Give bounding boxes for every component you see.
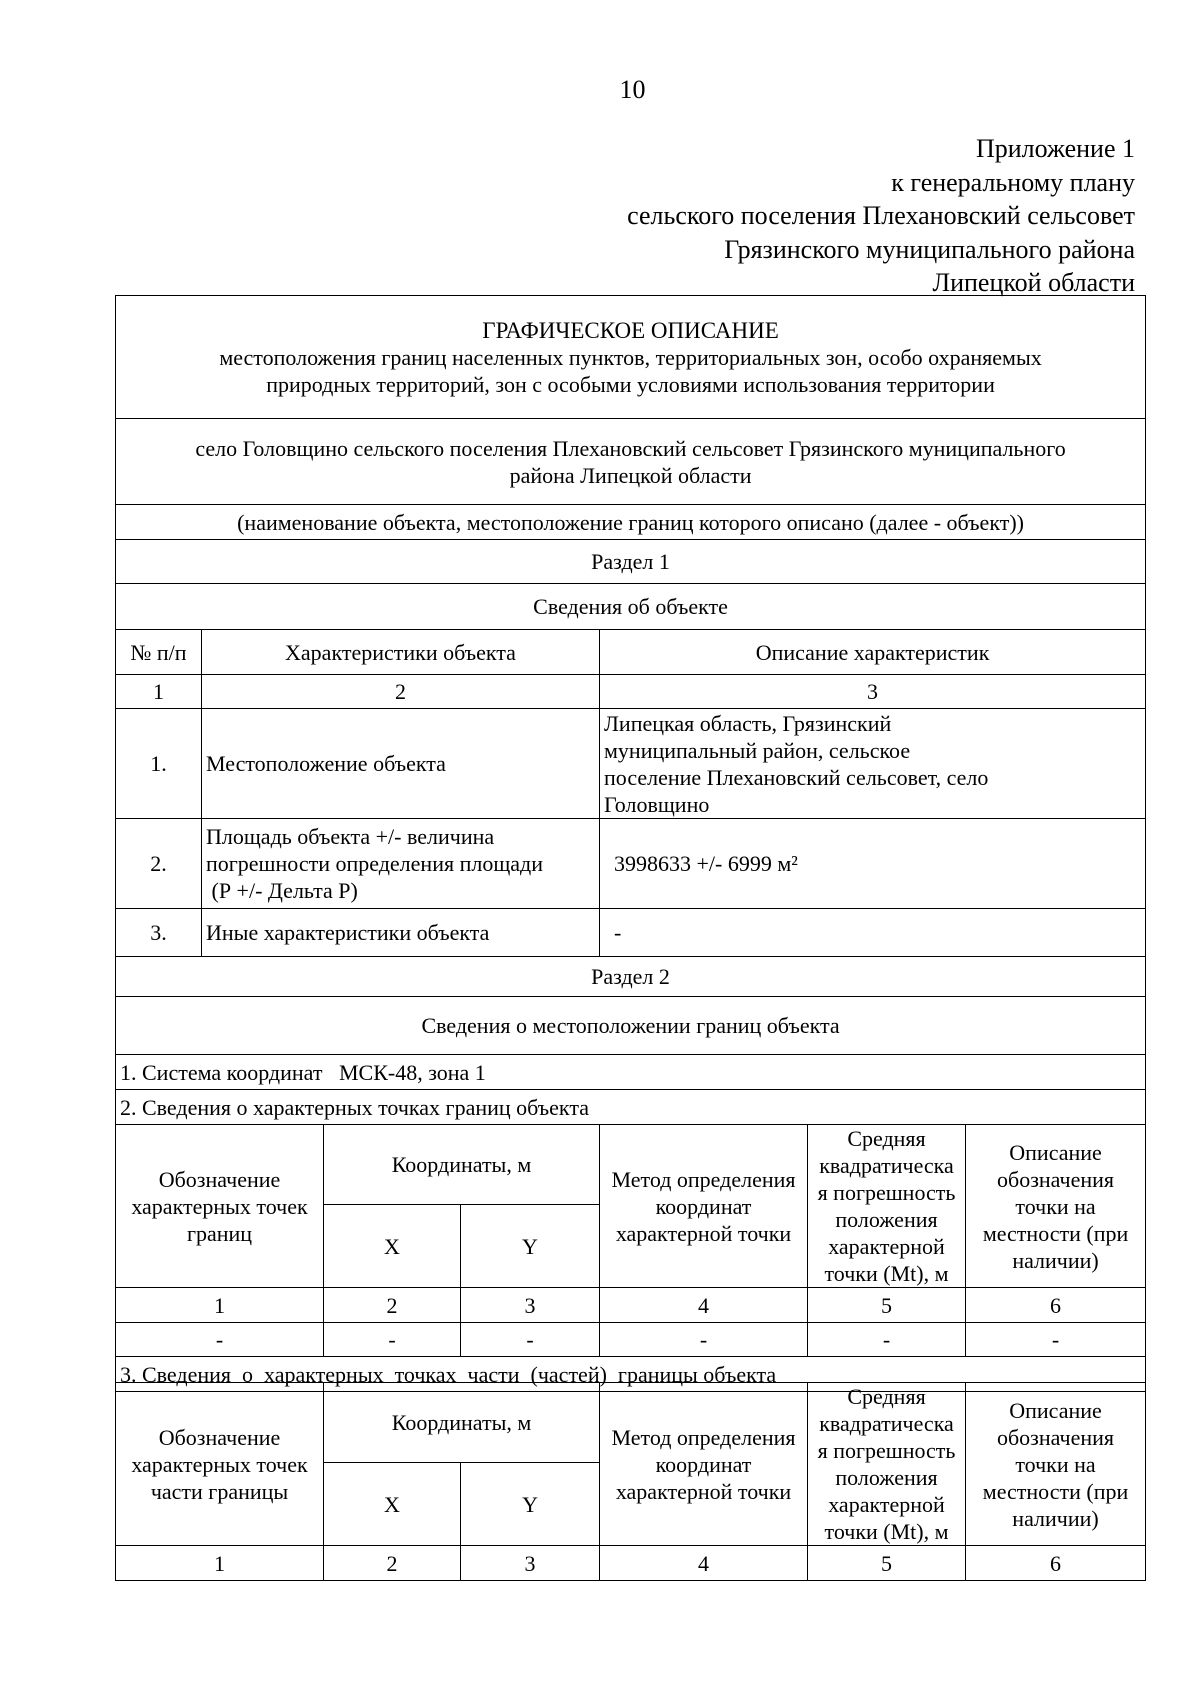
col-number: 4 [600,1546,808,1581]
section1-title-row [116,540,1146,584]
header-line: характерных точек [131,1193,308,1219]
row-number: 1. [116,709,202,819]
col-header-x: X [324,1463,461,1546]
points-title-row [116,1090,1146,1125]
col-number: 5 [808,1288,966,1323]
characteristic-line: Местоположение объекта [206,751,446,776]
characteristic-value [600,909,1146,957]
object-caption-row [116,505,1146,540]
points-title: 2. Сведения о характерных точках границ объекта [116,1090,1146,1125]
col-number: 4 [600,1288,808,1323]
header-line: характерной [828,1492,945,1517]
value-line: 3998633 +/- 6999 м² [614,851,798,876]
header-line: точки на [1015,1193,1096,1219]
col-number: 6 [966,1546,1146,1581]
header-line: Обозначение [158,1424,281,1450]
col-number: 3 [600,675,1146,709]
characteristic-line: Иные характеристики объекта [206,920,490,945]
header-line: Описание [1009,1139,1102,1165]
col-header-description [966,1125,1146,1288]
col-number: 2 [324,1288,461,1323]
col-header-coords: Координаты, м [324,1383,600,1463]
section2-title-row [116,957,1146,997]
object-name [116,419,1146,505]
object-caption: (наименование объекта, местоположение границ которого описано (далее - объект)) [116,505,1146,540]
document-subtitle: природных территорий, зон с особыми условиями использования территории [266,371,995,397]
value-line: Головщино [604,791,710,817]
header-line: части границы [150,1478,289,1504]
col-header-y: Y [461,1463,600,1546]
header-line: я погрешность [817,1180,956,1205]
part-points-table [115,1382,1146,1581]
header-line: обозначения [997,1166,1115,1192]
points-header-row [116,1125,1146,1205]
header-line: координат [655,1193,752,1219]
characteristic-line: погрешности определения площади [206,851,544,876]
characteristic-line: (Р +/- Дельта Р) [206,878,358,903]
page-number: 10 [619,75,646,104]
part-numbers-row [116,1546,1146,1581]
table-row [116,709,1146,819]
empty-cell: - [461,1323,600,1357]
header-line: Описание [1009,1397,1102,1423]
document-subtitle: местоположения границ населенных пунктов, территориальных зон, особо охраняемых [219,344,1042,370]
appendix-line: к генеральному плану [891,167,1135,197]
header-line: я погрешность [817,1438,956,1463]
row-number: 3. [116,909,202,957]
col-header-error [808,1383,966,1546]
section1-numbers-row [116,675,1146,709]
header-line: характерной точки [615,1220,792,1246]
header-line: точки (Mt), м [824,1519,949,1544]
col-header-y: Y [461,1205,600,1288]
section1-subtitle-row [116,584,1146,630]
col-header-description [966,1383,1146,1546]
characteristic-value [600,709,1146,819]
empty-cell: - [600,1323,808,1357]
header-line: характерных точек [131,1451,308,1477]
header-line: положения [835,1207,938,1232]
col-header-part-points [116,1383,324,1546]
section1-header-row [116,630,1146,675]
value-line: - [614,920,622,945]
empty-cell: - [808,1323,966,1357]
object-name-row [116,419,1146,505]
value-line: Липецкая область, Грязинский [604,710,892,736]
header-line: квадратическа [819,1153,954,1178]
header-line: Средняя [847,1384,926,1409]
points-numbers-row [116,1288,1146,1323]
appendix-line: Приложение 1 [975,134,1135,163]
header-line: точки (Mt), м [824,1261,949,1286]
section2-subtitle: Сведения о местоположении границ объекта [116,997,1146,1055]
value-line: муниципальный район, сельское [604,737,911,763]
header-line: наличии) [1012,1247,1099,1273]
col-header-x: X [324,1205,461,1288]
coord-system-row [116,1055,1146,1090]
col-header-number: № п/п [116,630,202,675]
header-line: местности (при [982,1220,1129,1246]
characteristic-value [600,819,1146,909]
header-line: Метод определения [611,1166,796,1192]
header-line: координат [655,1451,752,1477]
characteristic-name [202,909,600,957]
row-number: 2. [116,819,202,909]
part-header-row [116,1383,1146,1463]
section1-title: Раздел 1 [116,540,1146,584]
object-name-line: района Липецкой области [509,462,752,488]
object-name-line: село Головщино сельского поселения Плехановский сельсовет Грязинского муниципального [195,435,1066,461]
appendix-block [435,132,1135,300]
col-header-error [808,1125,966,1288]
section2-subtitle-row [116,997,1146,1055]
empty-cell: - [966,1323,1146,1357]
header-line: положения [835,1465,938,1490]
table-row [116,909,1146,957]
col-header-coords: Координаты, м [324,1125,600,1205]
col-number: 2 [324,1546,461,1581]
col-number: 1 [116,1546,324,1581]
header-line: квадратическа [819,1411,954,1436]
appendix-line: Грязинского муниципального района [724,234,1135,264]
header-line: Метод определения [611,1424,796,1450]
header-line: точки на [1015,1451,1096,1477]
col-number: 1 [116,1288,324,1323]
header-line: характерной точки [615,1478,792,1504]
value-line: поселение Плехановский сельсовет, село [604,764,989,790]
col-number: 1 [116,675,202,709]
col-number: 3 [461,1288,600,1323]
header-line: Обозначение [158,1166,281,1192]
characteristic-name [202,819,600,909]
points-empty-row [116,1323,1146,1357]
characteristic-line: Площадь объекта +/- величина [206,824,495,849]
header-line: наличии) [1012,1505,1099,1531]
part-title: 3. Сведения о характерных точках части (частей) границы объекта [116,1357,1146,1392]
empty-cell: - [324,1323,461,1357]
header-row [116,296,1146,419]
col-header-characteristic: Характеристики объекта [202,630,600,675]
col-number: 5 [808,1546,966,1581]
empty-cell: - [116,1323,324,1357]
col-header-points [116,1125,324,1288]
document-header [116,296,1146,419]
header-line: местности (при [982,1478,1129,1504]
graphic-description-table [115,295,1146,1392]
col-number: 6 [966,1288,1146,1323]
appendix-line: сельского поселения Плехановский сельсовет [627,201,1135,230]
document-title: ГРАФИЧЕСКОЕ ОПИСАНИЕ [482,317,779,343]
col-header-description: Описание характеристик [600,630,1146,675]
header-line: Средняя [847,1126,926,1151]
col-number: 3 [461,1546,600,1581]
col-number: 2 [202,675,600,709]
appendix-line: Липецкой области [932,268,1135,297]
section1-subtitle: Сведения об объекте [116,584,1146,630]
header-line: обозначения [996,1424,1115,1450]
coord-system: 1. Система координат МСК-48, зона 1 [116,1055,1146,1090]
col-header-method [600,1383,808,1546]
col-header-method [600,1125,808,1288]
table-row [116,819,1146,909]
characteristic-name [202,709,600,819]
section2-title: Раздел 2 [116,957,1146,997]
header-line: характерной [828,1234,945,1259]
header-line: границ [186,1220,253,1246]
